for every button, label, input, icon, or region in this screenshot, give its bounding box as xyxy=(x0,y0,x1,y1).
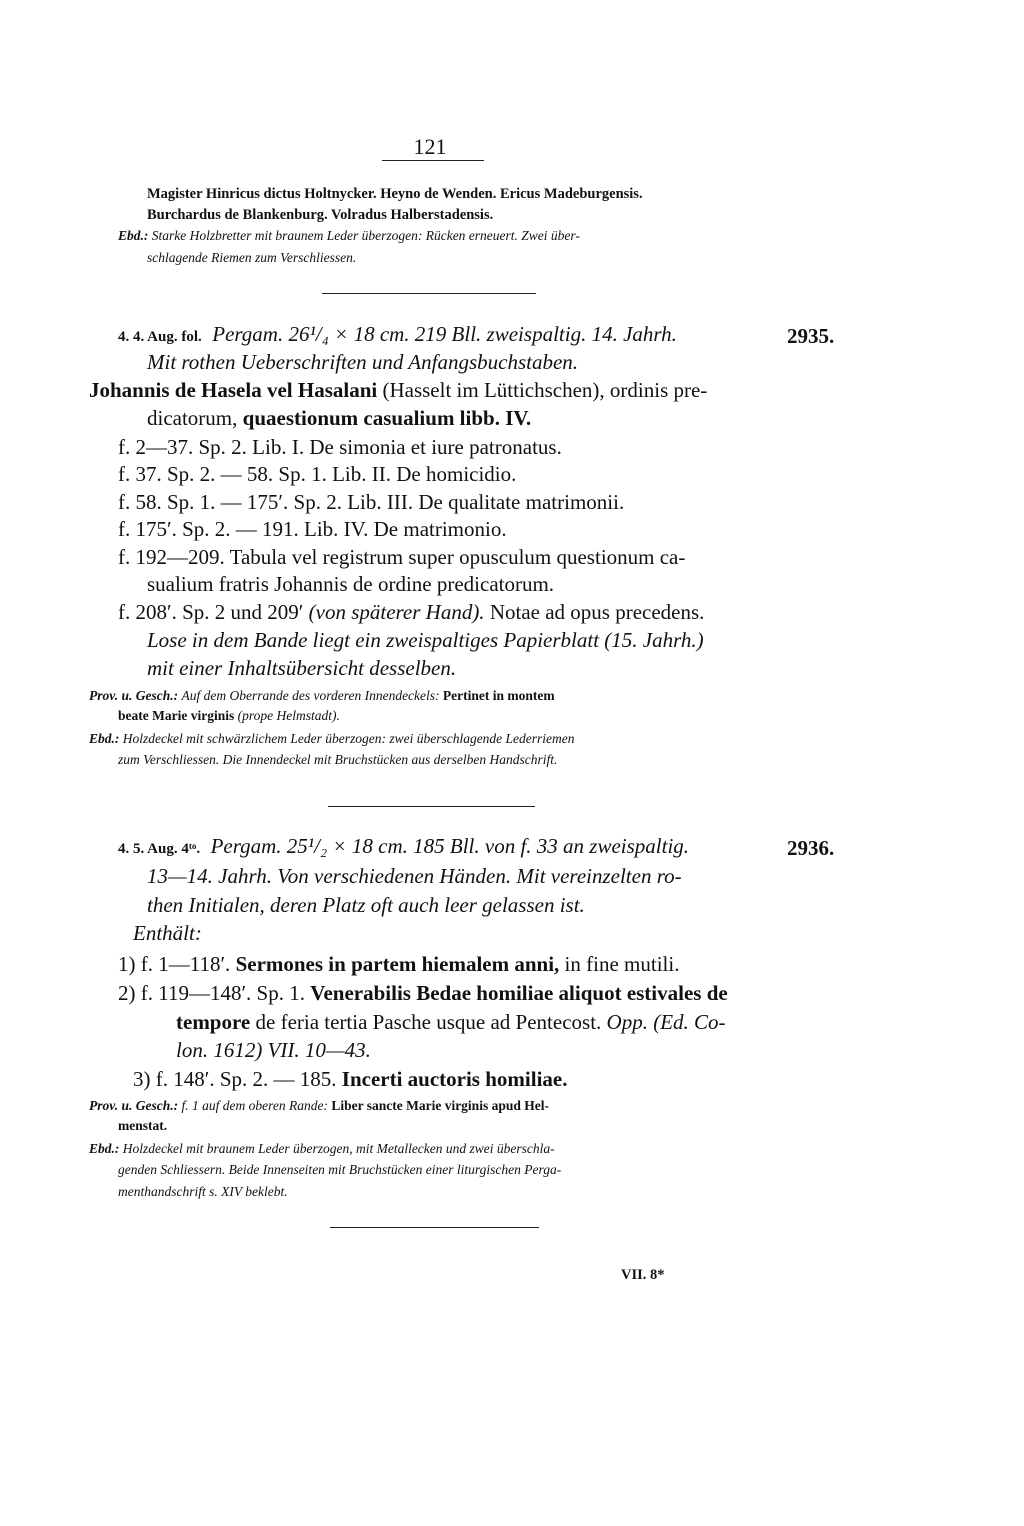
entry-2936-header xyxy=(118,834,689,859)
work-title: Incerti auctoris homiliae. xyxy=(341,1067,568,1091)
contents-heading: Enthält: xyxy=(133,921,202,945)
shelfmark: 4. 4. Aug. fol. xyxy=(118,329,202,345)
sheet-signature: VII. 8* xyxy=(621,1267,665,1283)
prov-text: Pertinet in montem xyxy=(442,688,555,703)
binding-note-line-2: schlagende Riemen zum Verschliessen. xyxy=(147,250,357,265)
physical-description: Pergam. 26¹/₄ × 18 cm. 219 Bll. zweispaltig. 14. Jahrh. xyxy=(212,322,677,346)
entry-description-line-2: 13—14. Jahrh. Von verschiedenen Händen. Mit vereinzelten ro- xyxy=(147,864,682,888)
content-line: sualium fratris Johannis de ordine predicatorum. xyxy=(147,572,555,596)
hand-note: (von späterer Hand). xyxy=(308,600,485,624)
binding-note-line-3: menthandschrift s. XIV beklebt. xyxy=(118,1184,288,1199)
content-item-3 xyxy=(133,1067,567,1092)
title-rest: (Hasselt im Lüttichschen), ordinis pre- xyxy=(382,378,708,402)
content-item-1 xyxy=(118,952,679,977)
entry-number: 2935. xyxy=(787,324,835,348)
binding-text: Holzdeckel mit schwärzlichem Leder überzogen: zwei überschlagende Lederriemen xyxy=(122,731,575,746)
entry-description-line-2: Mit rothen Ueberschriften und Anfangsbuchstaben. xyxy=(147,350,579,374)
binding-note xyxy=(89,731,575,747)
prov-text: beate Marie virginis xyxy=(118,708,238,723)
prov-label: Prov. u. Gesch.: xyxy=(89,688,179,703)
edition-ref: Opp. (Ed. Co- xyxy=(606,1010,726,1034)
separator-rule xyxy=(328,806,535,807)
content-line: mit einer Inhaltsübersicht desselben. xyxy=(147,656,457,680)
binding-note xyxy=(89,1141,555,1157)
work-title: Venerabilis Bedae homiliae aliquot estivales de xyxy=(310,981,728,1005)
content-line: Lose in dem Bande liegt ein zweispaltiges Papierblatt (15. Jahrh.) xyxy=(147,628,704,652)
work-title: quaestionum casualium libb. IV. xyxy=(242,406,532,430)
content-item-2 xyxy=(118,981,728,1006)
content-text: Notae ad opus precedens. xyxy=(484,600,705,624)
content-line xyxy=(118,600,704,625)
provenance-note-line-2 xyxy=(118,708,340,724)
binding-text: Holzdeckel mit braunem Leder überzogen, mit Metallecken und zwei überschla- xyxy=(122,1141,555,1156)
content-line: f. 175′. Sp. 2. — 191. Lib. IV. De matrimonio. xyxy=(118,517,507,541)
provenance-note xyxy=(89,1098,549,1114)
entry-title xyxy=(89,378,707,403)
author-name: Johannis de Hasela vel Hasalani xyxy=(89,378,378,402)
ebd-label: Ebd.: xyxy=(89,731,120,746)
prov-italic: Auf dem Oberrande des vorderen Innendeckels: xyxy=(181,688,440,703)
content-line: f. 2—37. Sp. 2. Lib. I. De simonia et iure patronatus. xyxy=(118,435,562,459)
entry-2935-header xyxy=(118,322,677,347)
continuation-line-2: Burchardus de Blankenburg. Volradus Halberstadensis. xyxy=(147,207,494,223)
title-text: dicatorum, xyxy=(147,406,243,430)
header-rule xyxy=(382,160,484,161)
folio-range: 2) f. 119—148′. Sp. 1. xyxy=(118,981,311,1005)
content-text: in fine mutili. xyxy=(559,952,680,976)
binding-text: Starke Holzbretter mit braunem Leder überzogen: Rücken erneuert. Zwei über- xyxy=(151,228,580,243)
prov-italic: f. 1 auf dem oberen Rande: xyxy=(181,1098,328,1113)
content-item-2-line-3: lon. 1612) VII. 10—43. xyxy=(176,1038,371,1062)
content-item-2-line-2 xyxy=(176,1010,726,1035)
prov-label: Prov. u. Gesch.: xyxy=(89,1098,179,1113)
separator-rule xyxy=(330,1227,539,1228)
ebd-label: Ebd.: xyxy=(89,1141,120,1156)
continuation-line-1: Magister Hinricus dictus Holtnycker. Heyno de Wenden. Ericus Madeburgensis. xyxy=(147,186,643,202)
binding-note-line-2: genden Schliessern. Beide Innenseiten mit Bruchstücken einer liturgischen Perga- xyxy=(118,1162,562,1177)
page-number: 121 xyxy=(413,134,447,159)
folio-range: 3) f. 148′. Sp. 2. — 185. xyxy=(133,1067,342,1091)
entry-description-line-3: then Initialen, deren Platz oft auch leer gelassen ist. xyxy=(147,893,585,917)
provenance-note xyxy=(89,688,555,704)
prov-italic: (prope Helmstadt). xyxy=(237,708,340,723)
entry-title-line-2 xyxy=(147,406,531,431)
binding-note xyxy=(118,228,580,244)
content-line: f. 192—209. Tabula vel registrum super opusculum questionum ca- xyxy=(118,545,686,569)
physical-description: Pergam. 25¹/₂ × 18 cm. 185 Bll. von f. 33 an zweispaltig. xyxy=(210,834,690,858)
folio-range: f. 208′. Sp. 2 und 209′ xyxy=(118,600,309,624)
work-title: Sermones in partem hiemalem anni, xyxy=(235,952,560,976)
content-text: de feria tertia Pasche usque ad Pentecost. xyxy=(250,1010,607,1034)
content-line: f. 58. Sp. 1. — 175′. Sp. 2. Lib. III. De qualitate matrimonii. xyxy=(118,490,625,514)
shelfmark: 4. 5. Aug. 4ᵗᵒ. xyxy=(118,841,201,857)
ebd-label: Ebd.: xyxy=(118,228,149,243)
provenance-note-line-2: menstat. xyxy=(118,1118,168,1133)
content-line: f. 37. Sp. 2. — 58. Sp. 1. Lib. II. De homicidio. xyxy=(118,462,517,486)
prov-text: Liber sancte Marie virginis apud Hel- xyxy=(331,1098,549,1113)
binding-note-line-2: zum Verschliessen. Die Innendeckel mit Bruchstücken aus derselben Handschrift. xyxy=(118,752,558,767)
separator-rule xyxy=(322,293,536,294)
work-title: tempore xyxy=(176,1010,251,1034)
folio-range: 1) f. 1—118′. xyxy=(118,952,236,976)
entry-number: 2936. xyxy=(787,836,835,860)
